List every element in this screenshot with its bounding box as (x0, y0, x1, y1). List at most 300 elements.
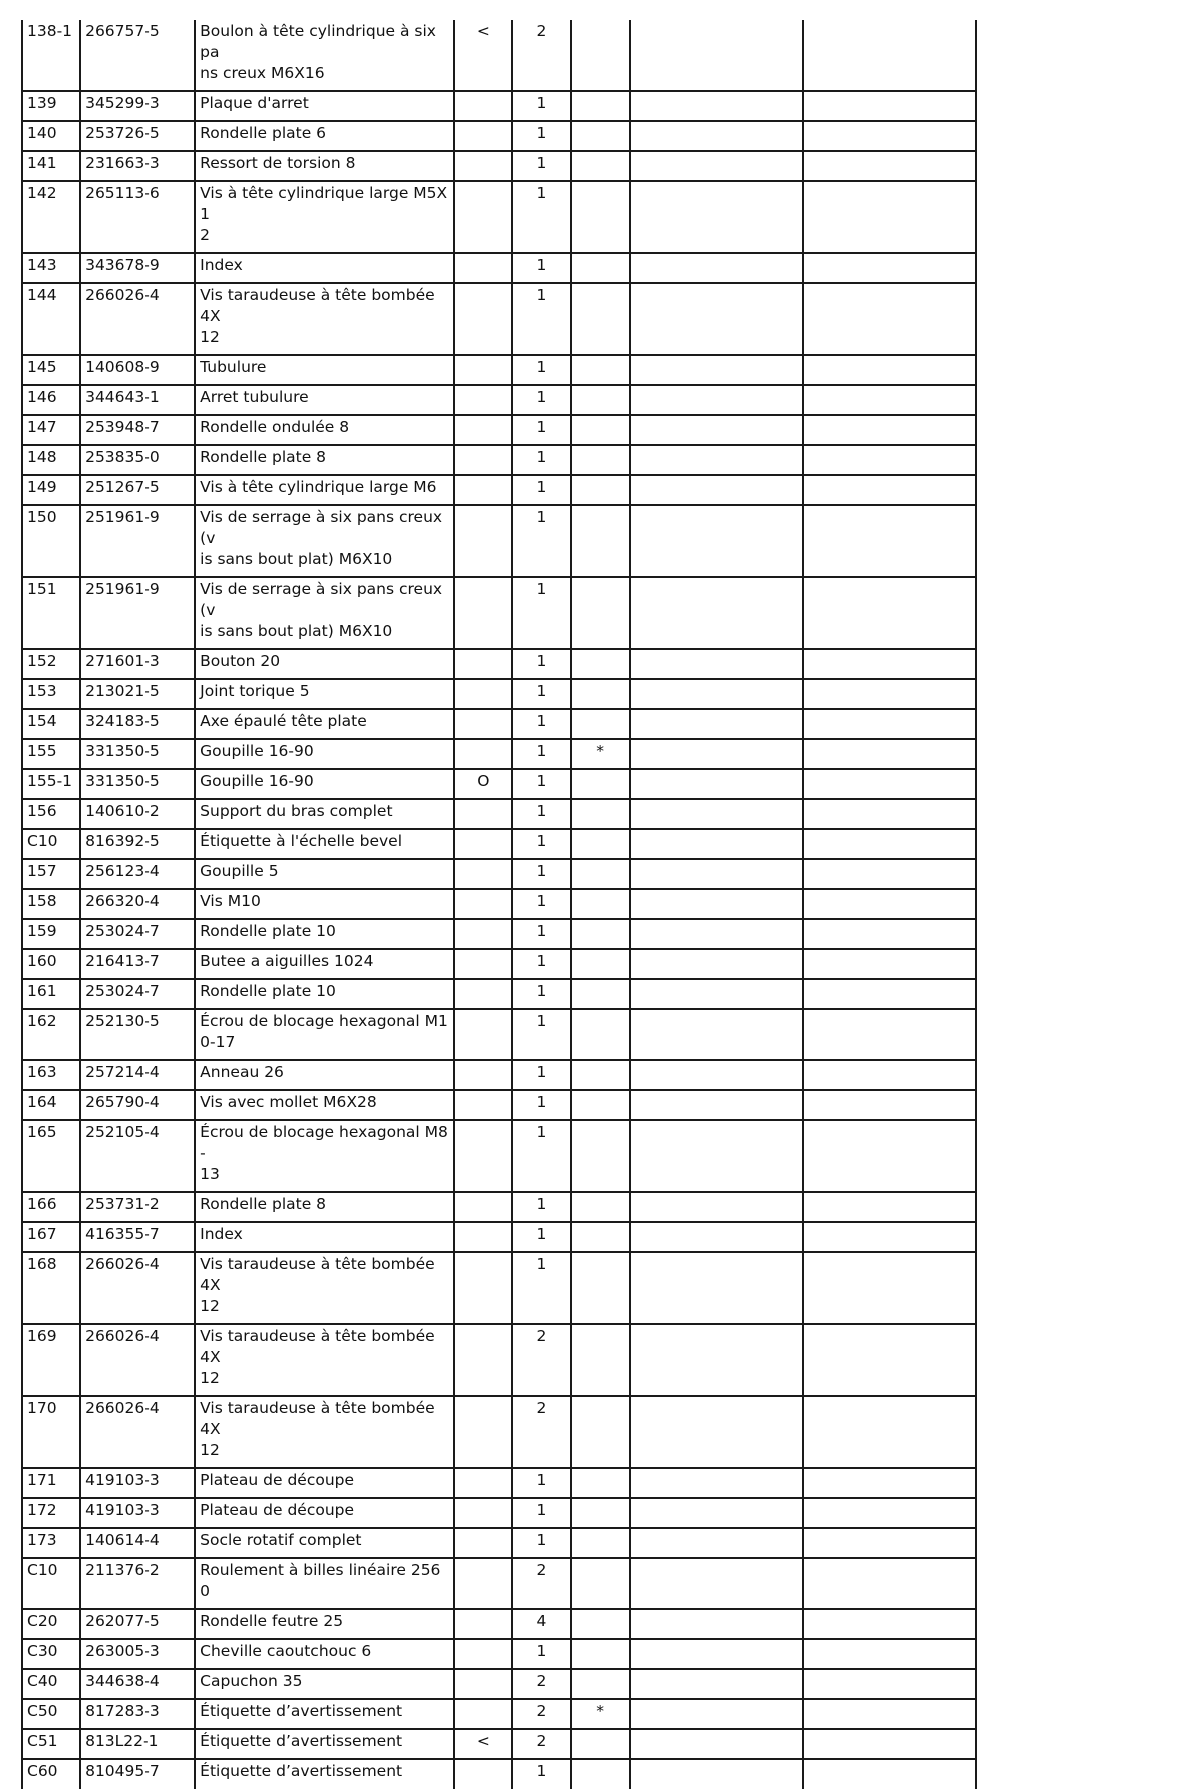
note-cell (571, 1120, 630, 1192)
empty-cell (803, 1609, 976, 1639)
note-cell (571, 1528, 630, 1558)
table-row (22, 829, 976, 859)
quantity-cell: 1 (512, 1192, 570, 1222)
quantity-cell: 1 (512, 283, 570, 355)
ref-number-cell: 170 (22, 1396, 80, 1468)
marker-cell (454, 1609, 512, 1639)
empty-cell (803, 769, 976, 799)
note-cell (571, 1609, 630, 1639)
part-number-cell: 252130-5 (80, 1009, 195, 1060)
table-row (22, 181, 976, 253)
marker-cell (454, 1639, 512, 1669)
empty-cell (803, 1222, 976, 1252)
quantity-cell: 1 (512, 1120, 570, 1192)
ref-number-cell: 162 (22, 1009, 80, 1060)
quantity-cell: 1 (512, 181, 570, 253)
ref-number-cell: 157 (22, 859, 80, 889)
quantity-cell: 1 (512, 415, 570, 445)
empty-cell (630, 979, 803, 1009)
empty-cell (803, 1396, 976, 1468)
quantity-cell: 1 (512, 355, 570, 385)
empty-cell (630, 1498, 803, 1528)
quantity-cell: 2 (512, 1669, 570, 1699)
empty-cell (803, 679, 976, 709)
description-cell: Vis M10 (195, 889, 454, 919)
marker-cell (454, 1252, 512, 1324)
empty-cell (803, 91, 976, 121)
marker-cell (454, 1120, 512, 1192)
part-number-cell: 331350-5 (80, 739, 195, 769)
description-cell: Vis à tête cylindrique large M6 (195, 475, 454, 505)
marker-cell (454, 91, 512, 121)
description-cell: Goupille 5 (195, 859, 454, 889)
marker-cell (454, 1192, 512, 1222)
table-row (22, 1729, 976, 1759)
note-cell (571, 181, 630, 253)
part-number-cell: 256123-4 (80, 859, 195, 889)
table-row (22, 445, 976, 475)
table-row (22, 889, 976, 919)
empty-cell (803, 20, 976, 91)
empty-cell (803, 1120, 976, 1192)
marker-cell (454, 1324, 512, 1396)
marker-cell (454, 919, 512, 949)
part-number-cell: 817283-3 (80, 1699, 195, 1729)
marker-cell (454, 475, 512, 505)
part-number-cell: 211376-2 (80, 1558, 195, 1609)
quantity-cell: 2 (512, 20, 570, 91)
empty-cell (803, 1699, 976, 1729)
empty-cell (630, 91, 803, 121)
part-number-cell: 253024-7 (80, 919, 195, 949)
table-row (22, 1528, 976, 1558)
table-row (22, 1699, 976, 1729)
empty-cell (803, 1498, 976, 1528)
note-cell (571, 919, 630, 949)
ref-number-cell: 163 (22, 1060, 80, 1090)
table-row (22, 415, 976, 445)
quantity-cell: 1 (512, 253, 570, 283)
ref-number-cell: 147 (22, 415, 80, 445)
description-cell: Bouton 20 (195, 649, 454, 679)
quantity-cell: 1 (512, 1222, 570, 1252)
note-cell (571, 1396, 630, 1468)
table-row (22, 1396, 976, 1468)
note-cell (571, 1759, 630, 1789)
note-cell (571, 445, 630, 475)
note-cell (571, 121, 630, 151)
part-number-cell: 265790-4 (80, 1090, 195, 1120)
empty-cell (630, 709, 803, 739)
marker-cell: < (454, 1729, 512, 1759)
description-cell: Axe épaulé tête plate (195, 709, 454, 739)
quantity-cell: 1 (512, 1639, 570, 1669)
note-cell (571, 829, 630, 859)
empty-cell (630, 1729, 803, 1759)
marker-cell (454, 1759, 512, 1789)
empty-cell (630, 1009, 803, 1060)
ref-number-cell: 145 (22, 355, 80, 385)
part-number-cell: 816392-5 (80, 829, 195, 859)
ref-number-cell: 159 (22, 919, 80, 949)
note-cell (571, 20, 630, 91)
empty-cell (803, 505, 976, 577)
description-cell: Butee a aiguilles 1024 (195, 949, 454, 979)
note-cell (571, 859, 630, 889)
quantity-cell: 1 (512, 889, 570, 919)
empty-cell (803, 445, 976, 475)
description-cell: Tubulure (195, 355, 454, 385)
note-cell (571, 151, 630, 181)
marker-cell (454, 829, 512, 859)
empty-cell (630, 889, 803, 919)
table-row (22, 283, 976, 355)
table-row (22, 1252, 976, 1324)
table-row (22, 1192, 976, 1222)
note-cell (571, 385, 630, 415)
ref-number-cell: 139 (22, 91, 80, 121)
note-cell (571, 1669, 630, 1699)
note-cell (571, 1729, 630, 1759)
note-cell (571, 505, 630, 577)
marker-cell (454, 577, 512, 649)
quantity-cell: 2 (512, 1699, 570, 1729)
quantity-cell: 1 (512, 1009, 570, 1060)
table-row (22, 1558, 976, 1609)
empty-cell (803, 1639, 976, 1669)
note-cell (571, 1558, 630, 1609)
description-cell: Rondelle plate 10 (195, 919, 454, 949)
part-number-cell: 253948-7 (80, 415, 195, 445)
marker-cell (454, 1009, 512, 1060)
description-cell: Vis taraudeuse à tête bombée 4X 12 (195, 1396, 454, 1468)
empty-cell (630, 415, 803, 445)
ref-number-cell: 148 (22, 445, 80, 475)
description-cell: Vis taraudeuse à tête bombée 4X 12 (195, 1324, 454, 1396)
ref-number-cell: 143 (22, 253, 80, 283)
description-cell: Plaque d'arret (195, 91, 454, 121)
empty-cell (803, 919, 976, 949)
quantity-cell: 1 (512, 859, 570, 889)
description-cell: Vis à tête cylindrique large M5X1 2 (195, 181, 454, 253)
part-number-cell: 266026-4 (80, 1396, 195, 1468)
ref-number-cell: 155-1 (22, 769, 80, 799)
empty-cell (803, 1090, 976, 1120)
part-number-cell: 253726-5 (80, 121, 195, 151)
empty-cell (803, 859, 976, 889)
marker-cell (454, 739, 512, 769)
table-row (22, 577, 976, 649)
marker-cell (454, 445, 512, 475)
quantity-cell: 1 (512, 769, 570, 799)
part-number-cell: 216413-7 (80, 949, 195, 979)
ref-number-cell: 140 (22, 121, 80, 151)
marker-cell (454, 649, 512, 679)
marker-cell (454, 1669, 512, 1699)
marker-cell (454, 1498, 512, 1528)
quantity-cell: 2 (512, 1396, 570, 1468)
empty-cell (630, 1060, 803, 1090)
quantity-cell: 1 (512, 505, 570, 577)
table-row (22, 1639, 976, 1669)
table-row (22, 1222, 976, 1252)
ref-number-cell: C51 (22, 1729, 80, 1759)
description-cell: Vis de serrage à six pans creux (v is sans bout plat) M6X10 (195, 505, 454, 577)
description-cell: Rondelle ondulée 8 (195, 415, 454, 445)
note-cell (571, 1252, 630, 1324)
empty-cell (630, 355, 803, 385)
quantity-cell: 1 (512, 1468, 570, 1498)
marker-cell (454, 799, 512, 829)
empty-cell (630, 649, 803, 679)
part-number-cell: 140608-9 (80, 355, 195, 385)
marker-cell (454, 1558, 512, 1609)
marker-cell (454, 151, 512, 181)
part-number-cell: 266026-4 (80, 283, 195, 355)
note-cell (571, 1060, 630, 1090)
description-cell: Anneau 26 (195, 1060, 454, 1090)
ref-number-cell: 149 (22, 475, 80, 505)
marker-cell (454, 1060, 512, 1090)
table-row (22, 1759, 976, 1789)
description-cell: Plateau de découpe (195, 1498, 454, 1528)
empty-cell (803, 829, 976, 859)
quantity-cell: 1 (512, 829, 570, 859)
description-cell: Roulement à billes linéaire 2560 (195, 1558, 454, 1609)
empty-cell (630, 859, 803, 889)
table-row (22, 739, 976, 769)
empty-cell (803, 1759, 976, 1789)
marker-cell (454, 889, 512, 919)
empty-cell (630, 121, 803, 151)
part-number-cell: 331350-5 (80, 769, 195, 799)
description-cell: Rondelle plate 10 (195, 979, 454, 1009)
quantity-cell: 1 (512, 1060, 570, 1090)
table-row (22, 1120, 976, 1192)
description-cell: Vis de serrage à six pans creux (v is sans bout plat) M6X10 (195, 577, 454, 649)
part-number-cell: 266757-5 (80, 20, 195, 91)
ref-number-cell: 160 (22, 949, 80, 979)
empty-cell (803, 1060, 976, 1090)
marker-cell (454, 709, 512, 739)
ref-number-cell: 161 (22, 979, 80, 1009)
part-number-cell: 266026-4 (80, 1252, 195, 1324)
empty-cell (630, 1669, 803, 1699)
empty-cell (630, 1609, 803, 1639)
ref-number-cell: C30 (22, 1639, 80, 1669)
ref-number-cell: 152 (22, 649, 80, 679)
empty-cell (803, 1558, 976, 1609)
ref-number-cell: 167 (22, 1222, 80, 1252)
marker-cell (454, 1528, 512, 1558)
ref-number-cell: C10 (22, 1558, 80, 1609)
note-cell (571, 1498, 630, 1528)
table-row (22, 679, 976, 709)
empty-cell (630, 679, 803, 709)
note-cell (571, 1324, 630, 1396)
ref-number-cell: 142 (22, 181, 80, 253)
part-number-cell: 419103-3 (80, 1498, 195, 1528)
empty-cell (803, 121, 976, 151)
empty-cell (630, 253, 803, 283)
ref-number-cell: 141 (22, 151, 80, 181)
marker-cell (454, 979, 512, 1009)
part-number-cell: 345299-3 (80, 91, 195, 121)
quantity-cell: 1 (512, 649, 570, 679)
description-cell: Étiquette d’avertissement (195, 1759, 454, 1789)
part-number-cell: 265113-6 (80, 181, 195, 253)
empty-cell (803, 649, 976, 679)
ref-number-cell: 165 (22, 1120, 80, 1192)
ref-number-cell: 146 (22, 385, 80, 415)
empty-cell (630, 1759, 803, 1789)
ref-number-cell: 166 (22, 1192, 80, 1222)
marker-cell: < (454, 20, 512, 91)
note-cell (571, 889, 630, 919)
note-cell (571, 577, 630, 649)
empty-cell (630, 1639, 803, 1669)
quantity-cell: 1 (512, 709, 570, 739)
ref-number-cell: 156 (22, 799, 80, 829)
table-row (22, 475, 976, 505)
table-row (22, 20, 976, 91)
empty-cell (803, 979, 976, 1009)
note-cell (571, 475, 630, 505)
quantity-cell: 1 (512, 1252, 570, 1324)
ref-number-cell: 164 (22, 1090, 80, 1120)
ref-number-cell: C20 (22, 1609, 80, 1639)
ref-number-cell: 171 (22, 1468, 80, 1498)
description-cell: Vis avec mollet M6X28 (195, 1090, 454, 1120)
description-cell: Socle rotatif complet (195, 1528, 454, 1558)
part-number-cell: 140610-2 (80, 799, 195, 829)
empty-cell (803, 181, 976, 253)
ref-number-cell: 144 (22, 283, 80, 355)
empty-cell (630, 181, 803, 253)
description-cell: Vis taraudeuse à tête bombée 4X 12 (195, 283, 454, 355)
note-cell (571, 91, 630, 121)
marker-cell (454, 253, 512, 283)
empty-cell (630, 385, 803, 415)
empty-cell (803, 709, 976, 739)
parts-list-body (22, 20, 976, 1789)
note-cell (571, 1009, 630, 1060)
empty-cell (630, 20, 803, 91)
ref-number-cell: 168 (22, 1252, 80, 1324)
empty-cell (803, 355, 976, 385)
note-cell (571, 1468, 630, 1498)
ref-number-cell: 138-1 (22, 20, 80, 91)
part-number-cell: 251961-9 (80, 577, 195, 649)
quantity-cell: 1 (512, 1090, 570, 1120)
table-row (22, 979, 976, 1009)
quantity-cell: 1 (512, 799, 570, 829)
description-cell: Plateau de découpe (195, 1468, 454, 1498)
note-cell: * (571, 739, 630, 769)
description-cell: Rondelle feutre 25 (195, 1609, 454, 1639)
part-number-cell: 266320-4 (80, 889, 195, 919)
empty-cell (803, 1669, 976, 1699)
empty-cell (803, 1528, 976, 1558)
note-cell (571, 1222, 630, 1252)
empty-cell (803, 1324, 976, 1396)
empty-cell (803, 385, 976, 415)
marker-cell (454, 355, 512, 385)
marker-cell (454, 121, 512, 151)
empty-cell (803, 949, 976, 979)
ref-number-cell: 158 (22, 889, 80, 919)
note-cell (571, 949, 630, 979)
description-cell: Arret tubulure (195, 385, 454, 415)
ref-number-cell: 151 (22, 577, 80, 649)
description-cell: Écrou de blocage hexagonal M8- 13 (195, 1120, 454, 1192)
part-number-cell: 324183-5 (80, 709, 195, 739)
table-row (22, 1090, 976, 1120)
empty-cell (630, 1558, 803, 1609)
marker-cell (454, 415, 512, 445)
table-row (22, 505, 976, 577)
empty-cell (803, 1252, 976, 1324)
table-row (22, 799, 976, 829)
quantity-cell: 1 (512, 739, 570, 769)
empty-cell (803, 889, 976, 919)
quantity-cell: 1 (512, 679, 570, 709)
empty-cell (803, 1729, 976, 1759)
empty-cell (803, 739, 976, 769)
empty-cell (630, 1120, 803, 1192)
part-number-cell: 266026-4 (80, 1324, 195, 1396)
empty-cell (803, 1192, 976, 1222)
ref-number-cell: 173 (22, 1528, 80, 1558)
note-cell (571, 283, 630, 355)
part-number-cell: 252105-4 (80, 1120, 195, 1192)
quantity-cell: 1 (512, 385, 570, 415)
table-row (22, 1324, 976, 1396)
note-cell (571, 1639, 630, 1669)
quantity-cell: 2 (512, 1558, 570, 1609)
empty-cell (803, 1009, 976, 1060)
description-cell: Boulon à tête cylindrique à six pa ns creux M6X16 (195, 20, 454, 91)
part-number-cell: 419103-3 (80, 1468, 195, 1498)
empty-cell (803, 415, 976, 445)
ref-number-cell: C50 (22, 1699, 80, 1729)
note-cell (571, 679, 630, 709)
ref-number-cell: C10 (22, 829, 80, 859)
ref-number-cell: 153 (22, 679, 80, 709)
empty-cell (630, 151, 803, 181)
description-cell: Goupille 16-90 (195, 769, 454, 799)
parts-list-table (21, 20, 977, 1789)
description-cell: Index (195, 1222, 454, 1252)
part-number-cell: 271601-3 (80, 649, 195, 679)
empty-cell (803, 151, 976, 181)
marker-cell: O (454, 769, 512, 799)
table-row (22, 1009, 976, 1060)
empty-cell (630, 919, 803, 949)
description-cell: Étiquette d’avertissement (195, 1699, 454, 1729)
marker-cell (454, 859, 512, 889)
description-cell: Rondelle plate 6 (195, 121, 454, 151)
empty-cell (630, 1222, 803, 1252)
part-number-cell: 343678-9 (80, 253, 195, 283)
table-row (22, 151, 976, 181)
table-row (22, 949, 976, 979)
table-row (22, 1468, 976, 1498)
note-cell (571, 1192, 630, 1222)
marker-cell (454, 679, 512, 709)
quantity-cell: 1 (512, 475, 570, 505)
quantity-cell: 1 (512, 91, 570, 121)
